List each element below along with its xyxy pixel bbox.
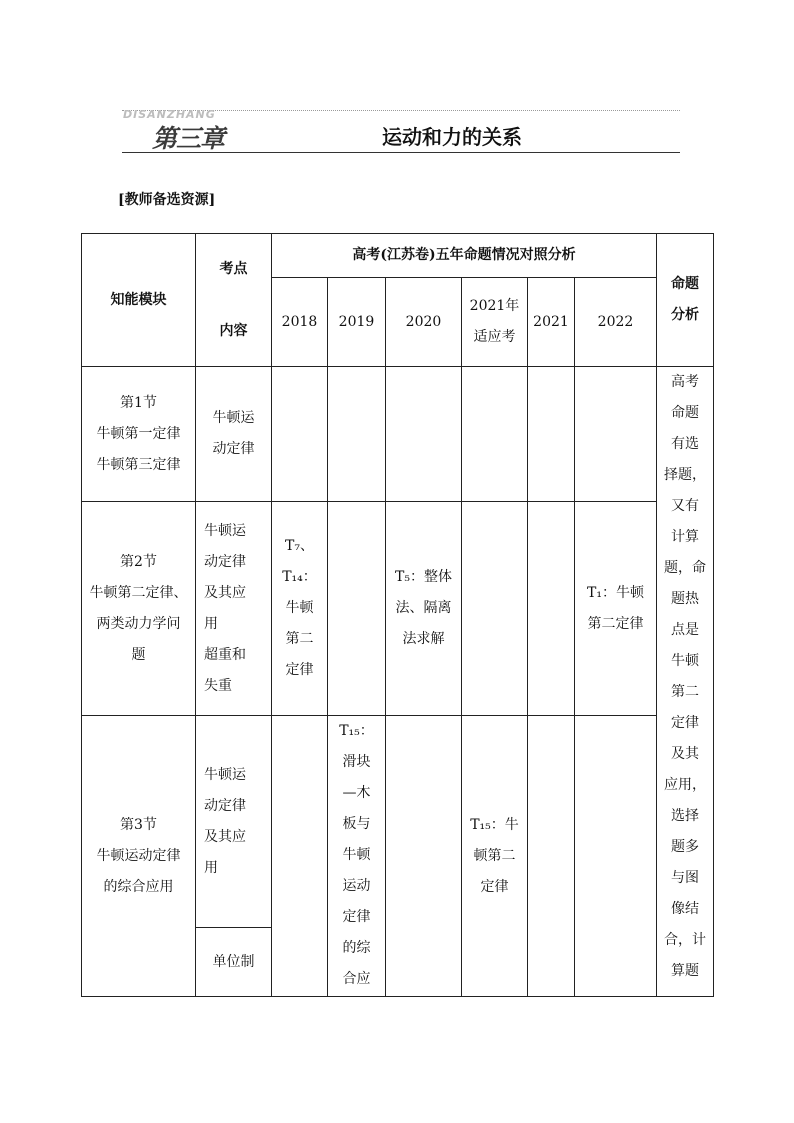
row3-point: 牛顿运 动定律 及其应 用: [196, 716, 272, 928]
row2-2021-adapt: [462, 502, 528, 716]
year-2022: 2022: [575, 278, 657, 367]
year-2018: 2018: [272, 278, 328, 367]
header-group: 高考(江苏卷)五年命题情况对照分析: [272, 234, 657, 278]
row2-2019: [328, 502, 386, 716]
chapter-title: 运动和力的关系: [382, 125, 522, 149]
year-2020: 2020: [386, 278, 462, 367]
row2-module: 第2节 牛顿第二定律、 两类动力学问 题: [82, 502, 196, 716]
row1-point: 牛顿运 动定律: [196, 367, 272, 502]
row2-2021: [528, 502, 575, 716]
row2-point: 牛顿运 动定律 及其应 用 超重和 失重: [196, 502, 272, 716]
row1-2020: [386, 367, 462, 502]
chapter-pinyin: DISANZHANG: [123, 108, 216, 121]
row3-2020: [386, 716, 462, 997]
row1-module: 第1节 牛顿第一定律 牛顿第三定律: [82, 367, 196, 502]
row2-2020: T₅：整体 法、隔离 法求解: [386, 502, 462, 716]
row1-2021: [528, 367, 575, 502]
year-2021: 2021: [528, 278, 575, 367]
row3-2019: T₁₅： 滑块 —木 板与 牛顿 运动 定律 的综 合应: [328, 716, 386, 997]
chapter-number: 第三章: [152, 124, 225, 153]
row2-2018: T₇、 T₁₄： 牛顿 第二 定律: [272, 502, 328, 716]
row3-2021-adapt: T₁₅：牛 顿第二 定律: [462, 716, 528, 997]
header-rule: [122, 152, 680, 153]
header-analysis: 命题 分析: [657, 234, 714, 367]
row3-2022: [575, 716, 657, 997]
row2-2022: T₁：牛顿 第二定律: [575, 502, 657, 716]
header-point: 考点 内容: [196, 234, 272, 367]
row3-2018: [272, 716, 328, 997]
row3-point-units: 单位制: [196, 928, 272, 997]
row3-2021: [528, 716, 575, 997]
header-module: 知能模块: [82, 234, 196, 367]
row1-2021-adapt: [462, 367, 528, 502]
analysis-cell: 高考 命题 有选 择题， 又有 计算 题，命 题热 点是 牛顿 第二 定律 及其 应用， 选择 题多 与图 像结 合，计 算题: [657, 367, 714, 997]
row1-2022: [575, 367, 657, 502]
year-2021-adapt: 2021年 适应考: [462, 278, 528, 367]
exam-analysis-table: [81, 233, 714, 997]
resource-label: [教师备选资源]: [118, 192, 216, 208]
row1-2019: [328, 367, 386, 502]
row1-2018: [272, 367, 328, 502]
row3-module: 第3节 牛顿运动定律 的综合应用: [82, 716, 196, 997]
year-2019: 2019: [328, 278, 386, 367]
